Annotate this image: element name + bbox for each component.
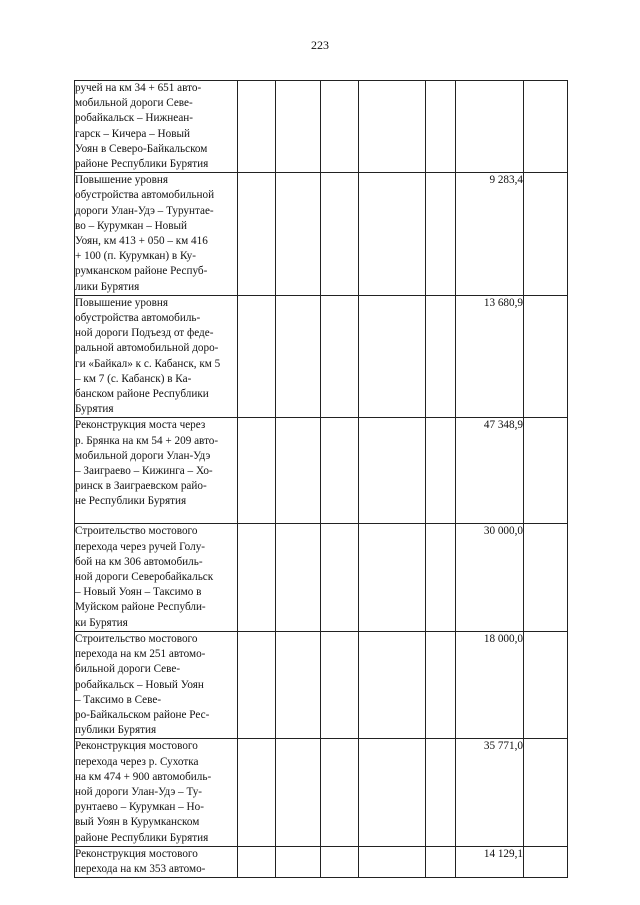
object-name-line: районе Республики Бурятия	[75, 831, 209, 844]
table-row	[75, 81, 568, 173]
object-name-line: перехода на км 251 автомо-	[75, 648, 206, 661]
empty-cell	[321, 524, 359, 631]
empty-cell	[321, 295, 359, 418]
empty-cell	[426, 418, 456, 524]
table-row	[75, 295, 568, 418]
amount-cell: 18 000,0	[456, 631, 524, 738]
object-name-line: робайкальск – Новый Уоян	[75, 678, 204, 691]
empty-cell	[524, 524, 568, 631]
object-name-line: бильной дороги Севе-	[75, 663, 181, 676]
object-name-line: ринск в Заиграевском райо-	[75, 480, 207, 493]
empty-cell	[321, 846, 359, 877]
empty-cell	[359, 739, 426, 846]
object-name-line: Уоян в Северо-Байкальском	[75, 142, 208, 155]
empty-cell	[524, 631, 568, 738]
object-name-line: перехода через ручей Голу-	[75, 540, 206, 553]
object-name-line: обустройства автомобильной	[75, 189, 215, 202]
object-name-line: ки Бурятия	[75, 616, 128, 629]
object-name-line: районе Республики Бурятия	[75, 158, 209, 171]
object-name-line: рунтаево – Курумкан – Но-	[75, 801, 204, 814]
table-row	[75, 739, 568, 846]
object-name-line: Повышение уровня	[75, 296, 168, 309]
empty-cell	[321, 173, 359, 296]
object-name-line: банском районе Республики	[75, 388, 209, 401]
object-name-line: лики Бурятия	[75, 280, 140, 293]
object-name-line: гарск – Кичера – Новый	[75, 127, 190, 140]
empty-cell	[524, 418, 568, 524]
empty-cell	[238, 846, 276, 877]
empty-cell	[276, 418, 321, 524]
object-name-line: + 100 (п. Курумкан) в Ку-	[75, 250, 196, 263]
object-name-line: ро-Байкальском районе Рес-	[75, 708, 210, 721]
empty-cell	[426, 81, 456, 173]
object-name-line: вый Уоян в Курумканском	[75, 816, 200, 829]
empty-cell	[276, 81, 321, 173]
empty-cell	[238, 631, 276, 738]
empty-cell	[238, 81, 276, 173]
empty-cell	[426, 295, 456, 418]
object-name-line: ной дороги Северобайкальск	[75, 571, 214, 584]
table-row	[75, 631, 568, 738]
object-name-line: на км 474 + 900 автомобиль-	[75, 770, 212, 783]
object-name-cell	[75, 173, 238, 296]
object-name-line: Реконструкция мостового	[75, 847, 198, 860]
empty-cell	[359, 295, 426, 418]
object-name-cell	[75, 524, 238, 631]
empty-cell	[321, 631, 359, 738]
empty-cell	[359, 173, 426, 296]
empty-cell	[276, 739, 321, 846]
amount-cell: 9 283,4	[456, 173, 524, 296]
table-body	[75, 81, 568, 878]
object-name-line: Бурятия	[75, 403, 114, 416]
amount-cell: 30 000,0	[456, 524, 524, 631]
empty-cell	[359, 81, 426, 173]
empty-cell	[238, 418, 276, 524]
budget-table	[74, 80, 568, 878]
object-name-cell	[75, 739, 238, 846]
object-name-line: ральной автомобильной доро-	[75, 342, 219, 355]
object-name-line: Реконструкция мостового	[75, 740, 198, 753]
table-row	[75, 418, 568, 524]
object-name-line: – Заиграево – Кижинга – Хо-	[75, 465, 213, 478]
amount-cell: 35 771,0	[456, 739, 524, 846]
object-name-line: Уоян, км 413 + 050 – км 416	[75, 235, 208, 248]
object-name-cell	[75, 295, 238, 418]
empty-cell	[238, 295, 276, 418]
empty-cell	[276, 295, 321, 418]
object-name-line: Повышение уровня	[75, 174, 168, 187]
object-name-line: перехода через р. Сухотка	[75, 755, 199, 768]
object-name-line: румканском районе Респуб-	[75, 265, 208, 278]
object-name-line: перехода на км 353 автомо-	[75, 862, 206, 875]
empty-cell	[524, 173, 568, 296]
empty-cell	[524, 846, 568, 877]
empty-cell	[524, 295, 568, 418]
object-name-line: мобильной дороги Улан-Удэ	[75, 449, 211, 462]
object-name-line: обустройства автомобиль-	[75, 312, 201, 325]
empty-cell	[238, 739, 276, 846]
page-number: 223	[311, 38, 329, 52]
empty-cell	[276, 173, 321, 296]
empty-cell	[426, 846, 456, 877]
table-row	[75, 173, 568, 296]
object-name-line: Строительство мостового	[75, 525, 198, 538]
empty-cell	[276, 631, 321, 738]
object-name-line: – Новый Уоян – Таксимо в	[75, 586, 202, 599]
empty-cell	[321, 418, 359, 524]
empty-cell	[359, 631, 426, 738]
object-name-line: Муйском районе Республи-	[75, 601, 206, 614]
object-name-line: бой на км 306 автомобиль-	[75, 555, 203, 568]
object-name-line: во – Курумкан – Новый	[75, 219, 188, 232]
empty-cell	[426, 739, 456, 846]
object-name-line: не Республики Бурятия	[75, 495, 187, 508]
object-name-line: – км 7 (с. Кабанск) в Ка-	[75, 372, 192, 385]
empty-cell	[238, 173, 276, 296]
object-name-line: дороги Улан-Удэ – Турунтае-	[75, 204, 214, 217]
empty-cell	[359, 418, 426, 524]
empty-cell	[426, 631, 456, 738]
empty-cell	[426, 173, 456, 296]
amount-cell: 13 680,9	[456, 295, 524, 418]
empty-cell	[321, 739, 359, 846]
table-row	[75, 846, 568, 877]
object-name-line: ги «Байкал» к с. Кабанск, км 5	[75, 357, 221, 370]
object-name-line: ной дороги Улан-Удэ – Ту-	[75, 785, 203, 798]
amount-cell: 14 129,1	[456, 846, 524, 877]
object-name-line: Строительство мостового	[75, 632, 198, 645]
empty-cell	[238, 524, 276, 631]
object-name-cell	[75, 418, 238, 524]
object-name-line: – Таксимо в Севе-	[75, 693, 162, 706]
object-name-line: ной дороги Подъезд от феде-	[75, 327, 214, 340]
object-name-line: мобильной дороги Севе-	[75, 97, 193, 110]
empty-cell	[359, 846, 426, 877]
object-name-cell	[75, 81, 238, 173]
object-name-line: робайкальск – Нижнеан-	[75, 112, 193, 125]
object-name-line: публики Бурятия	[75, 724, 157, 737]
empty-cell	[524, 739, 568, 846]
empty-cell	[276, 524, 321, 631]
amount-cell	[456, 81, 524, 173]
object-name-cell	[75, 846, 238, 877]
amount-cell: 47 348,9	[456, 418, 524, 524]
empty-cell	[276, 846, 321, 877]
object-name-line: ручей на км 34 + 651 авто-	[75, 82, 202, 94]
table-row	[75, 524, 568, 631]
empty-cell	[426, 524, 456, 631]
object-name-cell	[75, 631, 238, 738]
object-name-line: Реконструкция моста через	[75, 419, 206, 432]
object-name-line: р. Брянка на км 54 + 209 авто-	[75, 434, 219, 447]
empty-cell	[321, 81, 359, 173]
empty-cell	[359, 524, 426, 631]
empty-cell	[524, 81, 568, 173]
